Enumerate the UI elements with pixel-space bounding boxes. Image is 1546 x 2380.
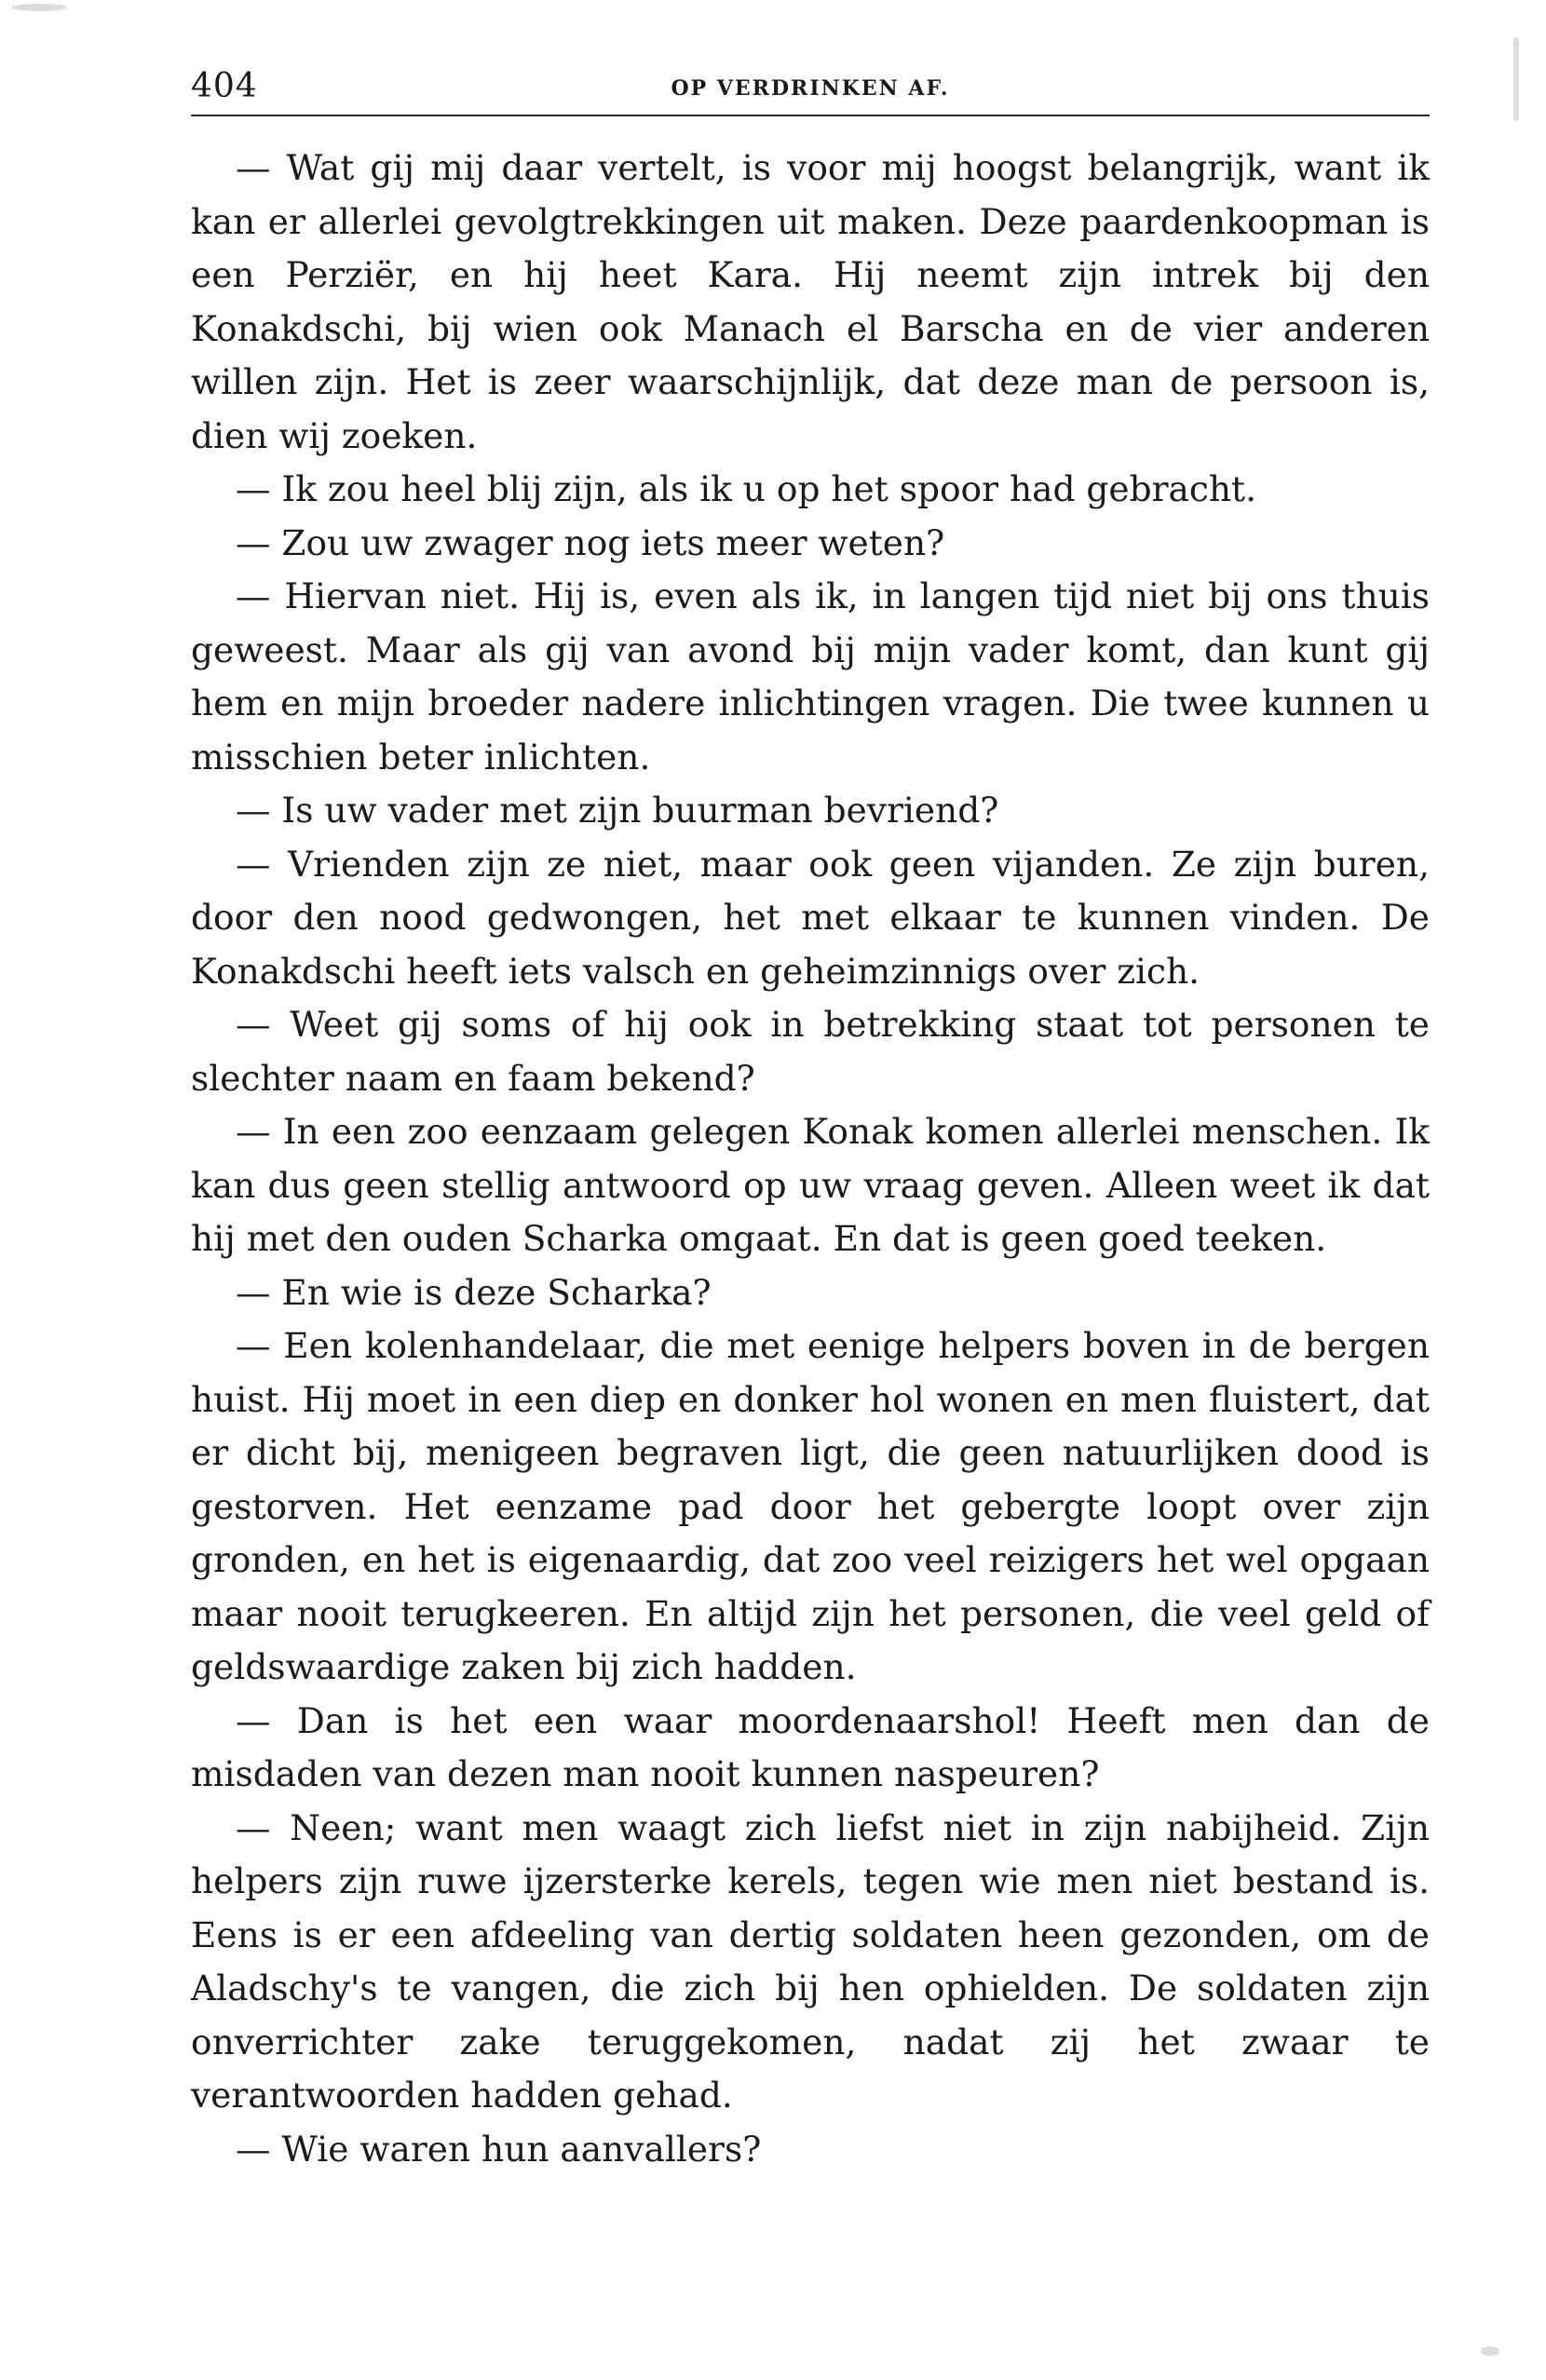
paragraph: — Hiervan niet. Hij is, even als ik, in langen tijd niet bij ons thuis geweest. Maar als gij van avond bij mijn vader komt, dan kunt gij hem en mijn broeder nadere inlichtingen vragen. Die twee kunnen u misschien beter inlichten. — [191, 575, 1430, 778]
paragraph: — In een zoo eenzaam gelegen Konak komen allerlei menschen. Ik kan dus geen stellig antwoord op uw vraag geven. Alleen weet ik dat hij met den ouden Scharka omgaat. En dat is geen goed teeken. — [191, 1111, 1430, 1259]
running-title: OP VERDRINKEN AF. — [671, 76, 950, 101]
paragraph: — Weet gij soms of hij ook in betrekking staat tot personen te slechter naam en faam bekend? — [191, 1004, 1430, 1099]
page-number: 404 — [191, 67, 258, 105]
body-text — [191, 142, 1430, 2176]
running-head — [191, 58, 1430, 114]
paragraph: — Een kolenhandelaar, die met eenige helpers boven in de bergen huist. Hij moet in een diep en donker hol wonen en men fluistert, dat er dicht bij, menigeen begraven ligt, die geen natuurlijken dood is gestorven. Het eenzame pad door het gebergte loopt over zijn gronden, en het is eigenaardig, dat zoo veel reizigers het wel opgaan maar nooit terugkeeren. En altijd zijn het personen, die veel geld of geldswaardige zaken bij zich hadden. — [191, 1325, 1430, 1687]
header-rule — [191, 115, 1430, 116]
paragraph: — Neen; want men waagt zich liefst niet in zijn nabijheid. Zijn helpers zijn ruwe ijzersterke kerels, tegen wie men niet bestand is. Eens is er een afdeeling van dertig soldaten heen gezonden, om de Aladschy's te vangen, die zich bij hen ophielden. De soldaten zijn onverrichter zake teruggekomen, nadat zij het zwaar te verantwoorden hadden gehad. — [191, 1806, 1430, 2116]
paragraph: — En wie is deze Scharka? — [236, 1271, 712, 1313]
paragraph: — Ik zou heel blij zijn, als ik u op het spoor had gebracht. — [236, 468, 1257, 509]
paragraph: — Is uw vader met zijn buurman bevriend? — [236, 790, 999, 831]
paragraph: — Zou uw zwager nog iets meer weten? — [236, 521, 945, 563]
paragraph: — Wie waren hun aanvallers? — [236, 2128, 762, 2170]
paper-speck — [1513, 37, 1519, 121]
paragraph: — Wat gij mij daar vertelt, is voor mij hoogst belangrijk, want ik kan er allerlei gevolgtrekkingen uit maken. Deze paardenkoopman is een Perziër, en hij heet Kara. Hij neemt zijn intrek bij den Konakdschi, bij wien ook Manach el Barscha en de vier anderen willen zijn. Het is zeer waarschijnlijk, dat deze man de persoon is, dien wij zoeken. — [191, 147, 1430, 456]
paper-speck — [1481, 2346, 1499, 2356]
paper-speck — [11, 4, 67, 11]
paragraph: — Dan is het een waar moordenaarshol! Heeft men dan de misdaden van dezen man nooit kunnen naspeuren? — [191, 1699, 1430, 1794]
paragraph: — Vrienden zijn ze niet, maar ook geen vijanden. Ze zijn buren, door den nood gedwongen, het met elkaar te kunnen vinden. De Konakdschi heeft iets valsch en geheimzinnigs over zich. — [191, 843, 1430, 992]
